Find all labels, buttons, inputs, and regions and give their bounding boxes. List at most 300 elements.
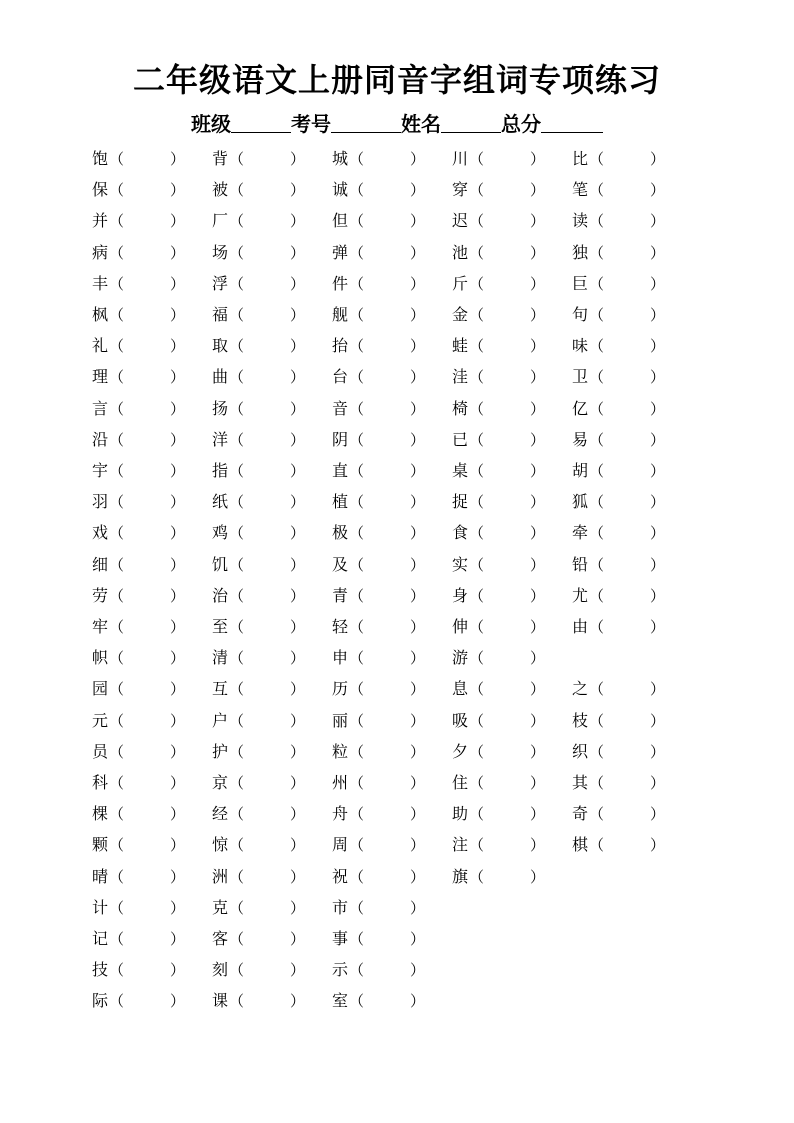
answer-paren-open: （ — [589, 774, 605, 792]
entry-character: 注 — [452, 835, 469, 855]
answer-paren-open: （ — [469, 649, 485, 668]
answer-paren-open: （ — [109, 805, 125, 824]
entry-character: 饱 — [92, 149, 109, 168]
answer-paren-open: （ — [229, 992, 245, 1011]
answer-paren-open: （ — [469, 680, 485, 699]
entry-character: 牵 — [572, 523, 589, 543]
answer-paren-open: （ — [229, 399, 245, 418]
answer-paren-close: ） — [170, 243, 186, 262]
answer-paren-close: ） — [170, 368, 186, 387]
answer-paren-close: ） — [290, 462, 306, 480]
answer-paren-open: （ — [469, 212, 485, 231]
answer-paren-open: （ — [469, 774, 485, 792]
answer-paren-open: （ — [349, 867, 365, 886]
entry-character: 病 — [92, 242, 109, 262]
entry-character: 斤 — [452, 273, 469, 293]
entry-character: 奇 — [572, 804, 589, 824]
answer-paren-open: （ — [109, 774, 125, 792]
entry-character: 互 — [212, 679, 229, 699]
answer-paren-open: （ — [589, 430, 605, 449]
answer-paren-open: （ — [229, 711, 245, 730]
answer-paren-open: （ — [349, 399, 365, 418]
answer-paren-open: （ — [469, 836, 485, 855]
answer-paren-open: （ — [109, 150, 125, 168]
answer-paren-open: （ — [229, 805, 245, 824]
answer-paren-close: ） — [530, 711, 546, 730]
answer-paren-open: （ — [349, 306, 365, 324]
answer-paren-open: （ — [469, 306, 485, 324]
entry-character: 捉 — [452, 492, 469, 512]
entry-character: 枝 — [572, 710, 589, 730]
answer-paren-close: ） — [410, 649, 426, 668]
answer-paren-close: ） — [650, 680, 666, 699]
answer-paren-close: ） — [410, 992, 426, 1011]
entry-character: 言 — [92, 398, 109, 418]
answer-paren-open: （ — [109, 586, 125, 605]
answer-paren-open: （ — [589, 150, 605, 168]
answer-paren-open: （ — [109, 836, 125, 855]
answer-paren-close: ） — [290, 274, 306, 293]
entry-character: 已 — [452, 429, 469, 449]
answer-paren-open: （ — [589, 680, 605, 699]
answer-paren-close: ） — [530, 586, 546, 605]
answer-paren-open: （ — [589, 836, 605, 855]
answer-paren-close: ） — [170, 680, 186, 699]
entry-character: 丰 — [92, 273, 109, 293]
class-label: 班级 — [191, 112, 231, 136]
entry-character: 理 — [92, 367, 109, 387]
answer-paren-close: ） — [410, 586, 426, 605]
answer-paren-open: （ — [349, 992, 365, 1011]
entry-character: 计 — [92, 897, 109, 917]
answer-paren-close: ） — [410, 555, 426, 574]
entry-character: 羽 — [92, 492, 109, 512]
entry-character: 游 — [452, 648, 469, 668]
entry-character: 尤 — [572, 585, 589, 605]
entry-character: 员 — [92, 741, 109, 761]
answer-paren-close: ） — [650, 774, 666, 792]
entry-character: 其 — [572, 773, 589, 792]
answer-paren-close: ） — [170, 181, 186, 200]
answer-paren-close: ） — [410, 524, 426, 543]
entry-character: 清 — [212, 648, 229, 668]
answer-paren-close: ） — [530, 774, 546, 792]
answer-paren-close: ） — [170, 337, 186, 356]
answer-paren-close: ） — [290, 711, 306, 730]
answer-paren-close: ） — [290, 836, 306, 855]
answer-paren-close: ） — [290, 337, 306, 356]
entry-character: 巨 — [572, 273, 589, 293]
answer-paren-close: ） — [290, 618, 306, 636]
answer-paren-open: （ — [589, 337, 605, 356]
answer-paren-open: （ — [349, 774, 365, 792]
entry-character: 句 — [572, 305, 589, 324]
entry-character: 戏 — [92, 523, 109, 543]
answer-paren-close: ） — [410, 930, 426, 948]
answer-paren-close: ） — [170, 555, 186, 574]
entry-character: 弹 — [332, 242, 349, 262]
answer-paren-open: （ — [349, 274, 365, 293]
entry-character: 沿 — [92, 429, 109, 449]
answer-paren-open: （ — [589, 462, 605, 480]
page-title: 二年级语文上册同音字组词专项练习 — [132, 61, 661, 99]
entry-character: 迟 — [452, 211, 469, 231]
answer-paren-open: （ — [229, 337, 245, 356]
entry-character: 厂 — [212, 211, 229, 231]
answer-paren-open: （ — [109, 711, 125, 730]
answer-paren-close: ） — [170, 711, 186, 730]
answer-paren-open: （ — [109, 555, 125, 574]
entry-character: 取 — [212, 336, 229, 356]
entry-character: 背 — [212, 149, 229, 168]
answer-paren-close: ） — [410, 680, 426, 699]
entry-character: 助 — [452, 804, 469, 824]
answer-paren-close: ） — [290, 399, 306, 418]
answer-paren-close: ） — [530, 212, 546, 231]
answer-paren-close: ） — [530, 524, 546, 543]
entry-character: 丽 — [332, 710, 349, 730]
answer-paren-close: ） — [170, 493, 186, 512]
answer-paren-open: （ — [469, 181, 485, 200]
answer-paren-open: （ — [109, 961, 125, 980]
answer-paren-close: ） — [650, 836, 666, 855]
entry-character: 保 — [92, 180, 109, 200]
answer-paren-close: ） — [650, 742, 666, 761]
entry-character: 舟 — [332, 804, 349, 824]
entry-character: 味 — [572, 336, 589, 356]
answer-paren-close: ） — [290, 774, 306, 792]
answer-paren-open: （ — [469, 618, 485, 636]
answer-paren-open: （ — [589, 742, 605, 761]
entry-character: 事 — [332, 929, 349, 948]
answer-paren-close: ） — [410, 150, 426, 168]
entry-character: 棋 — [572, 835, 589, 855]
answer-paren-close: ） — [290, 680, 306, 699]
answer-paren-close: ） — [650, 586, 666, 605]
answer-paren-close: ） — [170, 274, 186, 293]
answer-paren-open: （ — [469, 805, 485, 824]
entry-character: 洋 — [212, 429, 229, 449]
answer-paren-close: ） — [650, 368, 666, 387]
answer-paren-open: （ — [349, 150, 365, 168]
answer-paren-open: （ — [109, 742, 125, 761]
entry-character: 息 — [452, 679, 469, 699]
entry-character: 浮 — [212, 273, 229, 293]
entry-character: 件 — [332, 273, 349, 293]
entry-character: 记 — [92, 929, 109, 948]
entry-character: 历 — [332, 679, 349, 699]
entry-character: 福 — [212, 305, 229, 324]
answer-paren-close: ） — [530, 399, 546, 418]
entry-character: 读 — [572, 211, 589, 231]
answer-paren-open: （ — [349, 898, 365, 917]
entry-character: 园 — [92, 679, 109, 699]
entry-character: 植 — [332, 492, 349, 512]
answer-paren-open: （ — [469, 430, 485, 449]
answer-paren-open: （ — [109, 524, 125, 543]
answer-paren-close: ） — [530, 649, 546, 668]
answer-paren-close: ） — [290, 430, 306, 449]
entry-character: 市 — [332, 897, 349, 917]
entry-character: 吸 — [452, 710, 469, 730]
answer-paren-open: （ — [229, 462, 245, 480]
answer-paren-close: ） — [290, 212, 306, 231]
answer-paren-close: ） — [170, 992, 186, 1011]
entry-character: 伸 — [452, 617, 469, 636]
answer-paren-open: （ — [229, 930, 245, 948]
entry-character: 曲 — [212, 367, 229, 387]
entry-character: 际 — [92, 991, 109, 1011]
entry-character: 川 — [452, 149, 469, 168]
answer-paren-open: （ — [109, 181, 125, 200]
entry-character: 元 — [92, 710, 109, 730]
answer-paren-close: ） — [170, 836, 186, 855]
answer-paren-close: ） — [530, 181, 546, 200]
answer-paren-open: （ — [349, 836, 365, 855]
answer-paren-open: （ — [589, 493, 605, 512]
entry-character: 鸡 — [212, 523, 229, 543]
answer-paren-open: （ — [469, 368, 485, 387]
answer-paren-close: ） — [170, 898, 186, 917]
answer-paren-open: （ — [349, 243, 365, 262]
answer-paren-close: ） — [530, 742, 546, 761]
entry-character: 但 — [332, 211, 349, 231]
answer-paren-close: ） — [530, 337, 546, 356]
answer-paren-open: （ — [229, 243, 245, 262]
answer-paren-open: （ — [349, 212, 365, 231]
answer-paren-close: ） — [410, 368, 426, 387]
answer-paren-open: （ — [109, 618, 125, 636]
answer-paren-close: ） — [410, 805, 426, 824]
answer-paren-open: （ — [109, 212, 125, 231]
answer-paren-open: （ — [109, 649, 125, 668]
answer-paren-close: ） — [170, 961, 186, 980]
answer-paren-open: （ — [589, 274, 605, 293]
answer-paren-open: （ — [229, 586, 245, 605]
entry-character: 诚 — [332, 180, 349, 200]
answer-paren-open: （ — [229, 867, 245, 886]
entry-character: 金 — [452, 305, 469, 324]
entry-character: 穿 — [452, 180, 469, 200]
answer-paren-close: ） — [530, 306, 546, 324]
answer-paren-close: ） — [290, 805, 306, 824]
answer-paren-close: ） — [530, 150, 546, 168]
answer-paren-open: （ — [229, 493, 245, 512]
answer-paren-open: （ — [589, 524, 605, 543]
entry-character: 独 — [572, 242, 589, 262]
answer-paren-open: （ — [589, 586, 605, 605]
entry-character: 示 — [332, 960, 349, 980]
answer-paren-close: ） — [170, 306, 186, 324]
answer-paren-close: ） — [410, 212, 426, 231]
entry-character: 阴 — [332, 429, 349, 449]
answer-paren-close: ） — [170, 618, 186, 636]
entry-character: 克 — [212, 897, 229, 917]
entry-character: 纸 — [212, 492, 229, 512]
answer-paren-close: ） — [290, 368, 306, 387]
answer-paren-open: （ — [349, 493, 365, 512]
entry-character: 粒 — [332, 741, 349, 761]
answer-paren-open: （ — [109, 243, 125, 262]
entry-character: 抬 — [332, 336, 349, 356]
answer-paren-open: （ — [469, 399, 485, 418]
answer-paren-open: （ — [109, 337, 125, 356]
entry-character: 指 — [212, 461, 229, 480]
entry-character: 亿 — [572, 398, 589, 418]
entry-character: 青 — [332, 585, 349, 605]
answer-paren-open: （ — [589, 306, 605, 324]
entry-character: 户 — [212, 710, 229, 730]
answer-paren-open: （ — [229, 649, 245, 668]
answer-paren-close: ） — [410, 867, 426, 886]
answer-paren-close: ） — [410, 337, 426, 356]
answer-paren-open: （ — [469, 337, 485, 356]
answer-paren-open: （ — [229, 306, 245, 324]
answer-paren-open: （ — [349, 680, 365, 699]
answer-paren-open: （ — [229, 368, 245, 387]
entry-character: 扬 — [212, 398, 229, 418]
answer-paren-close: ） — [650, 462, 666, 480]
entry-character: 卫 — [572, 367, 589, 387]
answer-paren-close: ） — [530, 274, 546, 293]
answer-paren-close: ） — [530, 462, 546, 480]
answer-paren-open: （ — [469, 243, 485, 262]
answer-paren-close: ） — [530, 618, 546, 636]
entry-character: 枫 — [92, 305, 109, 324]
entry-character: 织 — [572, 741, 589, 761]
entry-character: 至 — [212, 617, 229, 636]
answer-paren-close: ） — [170, 867, 186, 886]
exam-number-label: 考号 — [291, 112, 331, 136]
entry-character: 颗 — [92, 835, 109, 855]
answer-paren-open: （ — [349, 930, 365, 948]
entry-character: 被 — [212, 180, 229, 200]
answer-paren-open: （ — [469, 586, 485, 605]
answer-paren-close: ） — [170, 742, 186, 761]
answer-paren-open: （ — [469, 524, 485, 543]
answer-paren-close: ） — [170, 399, 186, 418]
answer-paren-close: ） — [650, 337, 666, 356]
answer-paren-open: （ — [229, 774, 245, 792]
answer-paren-close: ） — [410, 898, 426, 917]
answer-paren-close: ） — [410, 961, 426, 980]
entry-character: 铅 — [572, 554, 589, 574]
entry-character: 音 — [332, 398, 349, 418]
entry-character: 治 — [212, 585, 229, 605]
answer-paren-close: ） — [290, 930, 306, 948]
entry-character: 刻 — [212, 960, 229, 980]
answer-paren-open: （ — [349, 742, 365, 761]
entry-character: 劳 — [92, 585, 109, 605]
answer-paren-close: ） — [410, 274, 426, 293]
answer-paren-close: ） — [650, 274, 666, 293]
answer-paren-close: ） — [530, 368, 546, 387]
answer-paren-close: ） — [290, 867, 306, 886]
entry-character: 实 — [452, 554, 469, 574]
answer-paren-open: （ — [109, 462, 125, 480]
answer-paren-open: （ — [109, 274, 125, 293]
answer-paren-open: （ — [349, 368, 365, 387]
answer-paren-open: （ — [229, 898, 245, 917]
answer-paren-close: ） — [410, 181, 426, 200]
entry-character: 祝 — [332, 866, 349, 886]
entry-character: 申 — [332, 648, 349, 668]
answer-paren-close: ） — [290, 181, 306, 200]
entry-character: 桌 — [452, 461, 469, 480]
entry-character: 由 — [572, 617, 589, 636]
answer-paren-close: ） — [290, 742, 306, 761]
answer-paren-open: （ — [109, 430, 125, 449]
answer-paren-open: （ — [349, 524, 365, 543]
answer-paren-close: ） — [290, 555, 306, 574]
entry-character: 晴 — [92, 866, 109, 886]
answer-paren-close: ） — [410, 836, 426, 855]
answer-paren-close: ） — [650, 711, 666, 730]
answer-paren-open: （ — [349, 337, 365, 356]
answer-paren-open: （ — [229, 150, 245, 168]
answer-paren-close: ） — [290, 306, 306, 324]
answer-paren-close: ） — [170, 586, 186, 605]
answer-paren-close: ） — [410, 462, 426, 480]
answer-paren-open: （ — [589, 805, 605, 824]
answer-paren-open: （ — [589, 711, 605, 730]
entry-character: 技 — [92, 960, 109, 980]
answer-paren-close: ） — [290, 586, 306, 605]
entry-character: 夕 — [452, 741, 469, 761]
answer-paren-open: （ — [589, 399, 605, 418]
answer-paren-close: ） — [410, 774, 426, 792]
answer-paren-open: （ — [229, 274, 245, 293]
answer-paren-close: ） — [650, 493, 666, 512]
answer-paren-open: （ — [109, 306, 125, 324]
entry-character: 客 — [212, 929, 229, 948]
entry-character: 舰 — [332, 305, 349, 324]
entry-character: 身 — [452, 585, 469, 605]
answer-paren-open: （ — [349, 555, 365, 574]
entry-character: 宇 — [92, 461, 109, 480]
entry-character: 轻 — [332, 617, 349, 636]
answer-paren-open: （ — [349, 181, 365, 200]
answer-paren-open: （ — [229, 680, 245, 699]
answer-paren-close: ） — [170, 930, 186, 948]
entry-character: 极 — [332, 523, 349, 543]
entry-character: 台 — [332, 367, 349, 387]
answer-paren-close: ） — [410, 711, 426, 730]
answer-paren-open: （ — [469, 555, 485, 574]
answer-paren-close: ） — [530, 430, 546, 449]
entry-character: 帜 — [92, 648, 109, 668]
answer-paren-open: （ — [109, 898, 125, 917]
answer-paren-close: ） — [530, 493, 546, 512]
entry-character: 狐 — [572, 492, 589, 512]
answer-paren-close: ） — [410, 618, 426, 636]
entry-character: 科 — [92, 773, 109, 792]
answer-paren-open: （ — [349, 430, 365, 449]
answer-paren-open: （ — [469, 150, 485, 168]
entry-character: 室 — [332, 991, 349, 1011]
answer-paren-open: （ — [589, 618, 605, 636]
entry-character: 场 — [212, 242, 229, 262]
answer-paren-open: （ — [589, 555, 605, 574]
answer-paren-open: （ — [589, 368, 605, 387]
entry-character: 易 — [572, 429, 589, 449]
answer-paren-close: ） — [650, 306, 666, 324]
answer-paren-close: ） — [650, 243, 666, 262]
answer-paren-open: （ — [349, 711, 365, 730]
answer-paren-open: （ — [469, 493, 485, 512]
answer-paren-close: ） — [410, 430, 426, 449]
answer-paren-open: （ — [589, 243, 605, 262]
